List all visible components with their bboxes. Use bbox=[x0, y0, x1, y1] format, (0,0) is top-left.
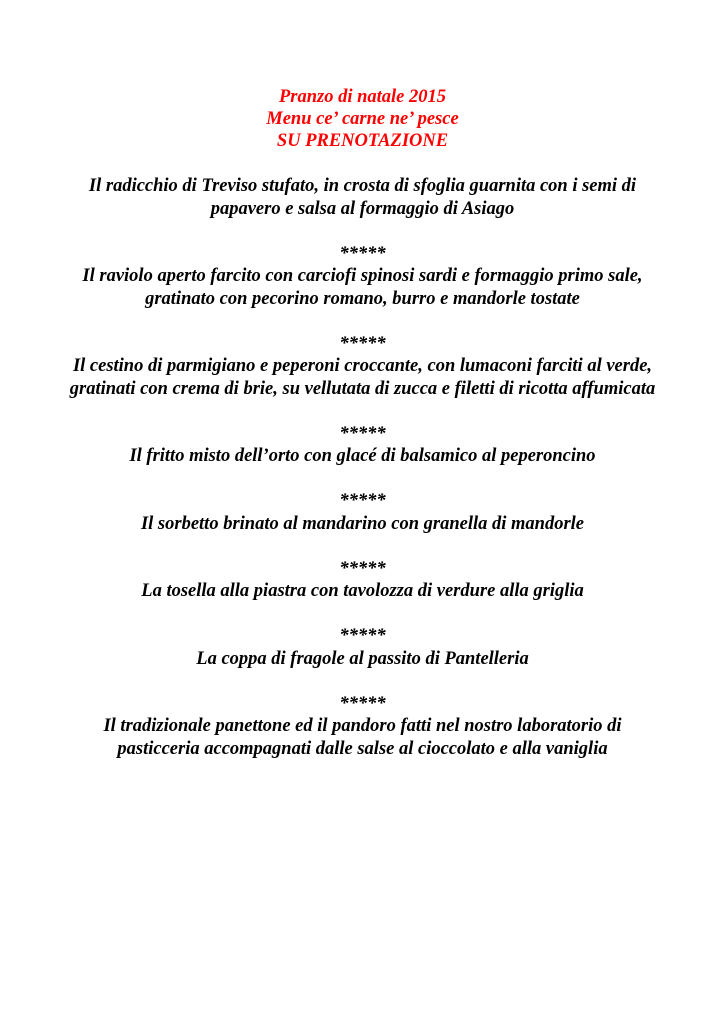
course-item: Il cestino di parmigiano e peperoni croccante, con lumaconi farciti al verde, gratinati con crema di brie, su vellutata di zucca e filetti di ricotta affumicata bbox=[69, 356, 656, 399]
course-separator: ***** bbox=[339, 423, 386, 444]
course-separator: ***** bbox=[339, 626, 386, 646]
course-item: Il raviolo aperto farcito con carciofi spinosi sardi e formaggio primo sale, gratinato con pecorino romano, burro e mandorle tostate bbox=[82, 266, 643, 309]
course-item: La tosella alla piastra con tavolozza di verdure alla griglia bbox=[141, 581, 584, 601]
course-separator: ***** bbox=[339, 558, 386, 579]
course-separator: ***** bbox=[339, 491, 386, 511]
course-separator: ***** bbox=[339, 693, 386, 714]
header-reservation-note: SU PRENOTAZIONE bbox=[276, 131, 449, 151]
menu-header bbox=[0, 86, 725, 152]
course-item: Il fritto misto dell’orto con glacé di balsamico al peperoncino bbox=[129, 446, 596, 466]
course-item: Il tradizionale panettone ed il pandoro fatti nel nostro laboratorio di pasticceria accompagnati dalle salse al cioccolato e alla vaniglia bbox=[103, 716, 622, 759]
course-list bbox=[66, 175, 659, 760]
course-item: Il radicchio di Treviso stufato, in crosta di sfoglia guarnita con i semi di papavero e salsa al formaggio di Asiago bbox=[88, 176, 637, 219]
course-item: Il sorbetto brinato al mandarino con granella di mandorle bbox=[140, 513, 585, 534]
course-item: La coppa di fragole al passito di Pantelleria bbox=[196, 648, 529, 669]
course-separator: ***** bbox=[339, 243, 386, 264]
course-separator: ***** bbox=[339, 333, 386, 354]
header-subtitle: Menu ce’ carne ne’ pesce bbox=[266, 109, 459, 129]
header-title: Pranzo di natale 2015 bbox=[278, 87, 447, 107]
